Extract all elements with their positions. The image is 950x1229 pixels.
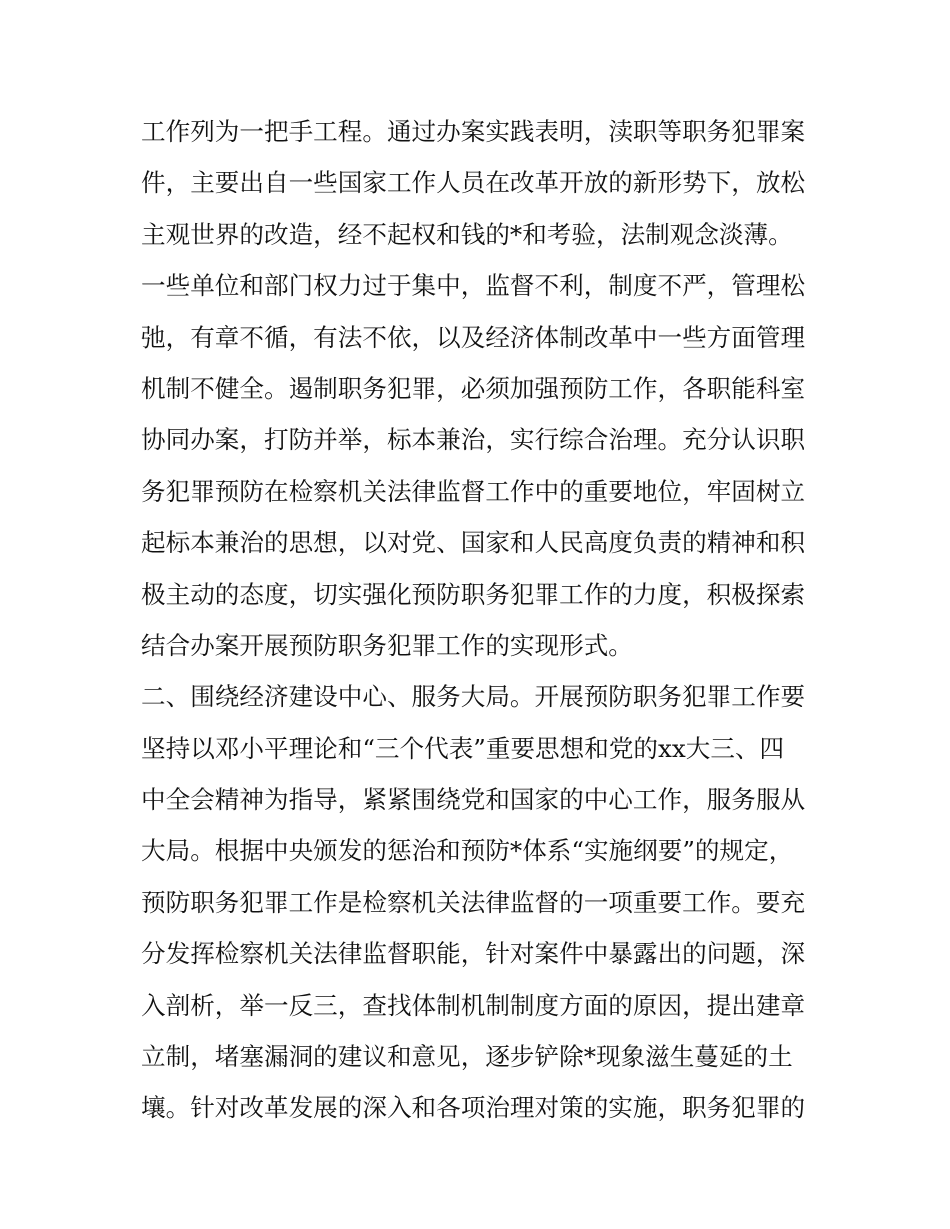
text-line: 件，主要出自一些国家工作人员在改革开放的新形势下，放松 bbox=[141, 168, 806, 198]
text-line: 预防职务犯罪工作是检察机关法律监督的一项重要工作。要充 bbox=[141, 887, 806, 917]
text-line: 分发挥检察机关法律监督职能，针对案件中暴露出的问题，深 bbox=[141, 939, 806, 969]
text-line: 壤。针对改革发展的深入和各项治理对策的实施，职务犯罪的 bbox=[141, 1093, 806, 1123]
text-line: 大局。根据中央颁发的惩治和预防*体系“实施纲要”的规定， bbox=[141, 836, 794, 866]
text-line: 入剖析，举一反三，查找体制机制制度方面的原因，提出建章 bbox=[141, 990, 806, 1020]
text-line: 极主动的态度，切实强化预防职务犯罪工作的力度，积极探索 bbox=[141, 579, 806, 609]
text-line: 中全会精神为指导，紧紧围绕党和国家的中心工作，服务服从 bbox=[141, 785, 806, 815]
text-line: 务犯罪预防在检察机关法律监督工作中的重要地位，牢固树立 bbox=[141, 476, 806, 506]
text-line: 主观世界的改造，经不起权和钱的*和考验，法制观念淡薄。 bbox=[141, 219, 793, 249]
text-line: 弛，有章不循，有法不依，以及经济体制改革中一些方面管理 bbox=[141, 322, 806, 352]
text-line: 机制不健全。遏制职务犯罪，必须加强预防工作，各职能科室 bbox=[141, 373, 806, 403]
body-text bbox=[141, 106, 821, 1134]
text-line: 结合办案开展预防职务犯罪工作的实现形式。 bbox=[141, 630, 633, 660]
text-line: 坚持以邓小平理论和“三个代表”重要思想和党的xx大三、四 bbox=[141, 733, 785, 763]
text-line: 一些单位和部门权力过于集中，监督不利，制度不严，管理松 bbox=[141, 271, 806, 301]
text-line: 二、围绕经济建设中心、服务大局。开展预防职务犯罪工作要 bbox=[141, 682, 806, 712]
text-line: 工作列为一把手工程。通过办案实践表明，渎职等职务犯罪案 bbox=[141, 117, 806, 146]
text-line: 协同办案，打防并举，标本兼治，实行综合治理。充分认识职 bbox=[141, 425, 806, 455]
text-line: 起标本兼治的思想，以对党、国家和人民高度负责的精神和积 bbox=[141, 528, 806, 558]
text-line: 立制，堵塞漏洞的建议和意见，逐步铲除*现象滋生蔓延的土 bbox=[141, 1042, 793, 1072]
